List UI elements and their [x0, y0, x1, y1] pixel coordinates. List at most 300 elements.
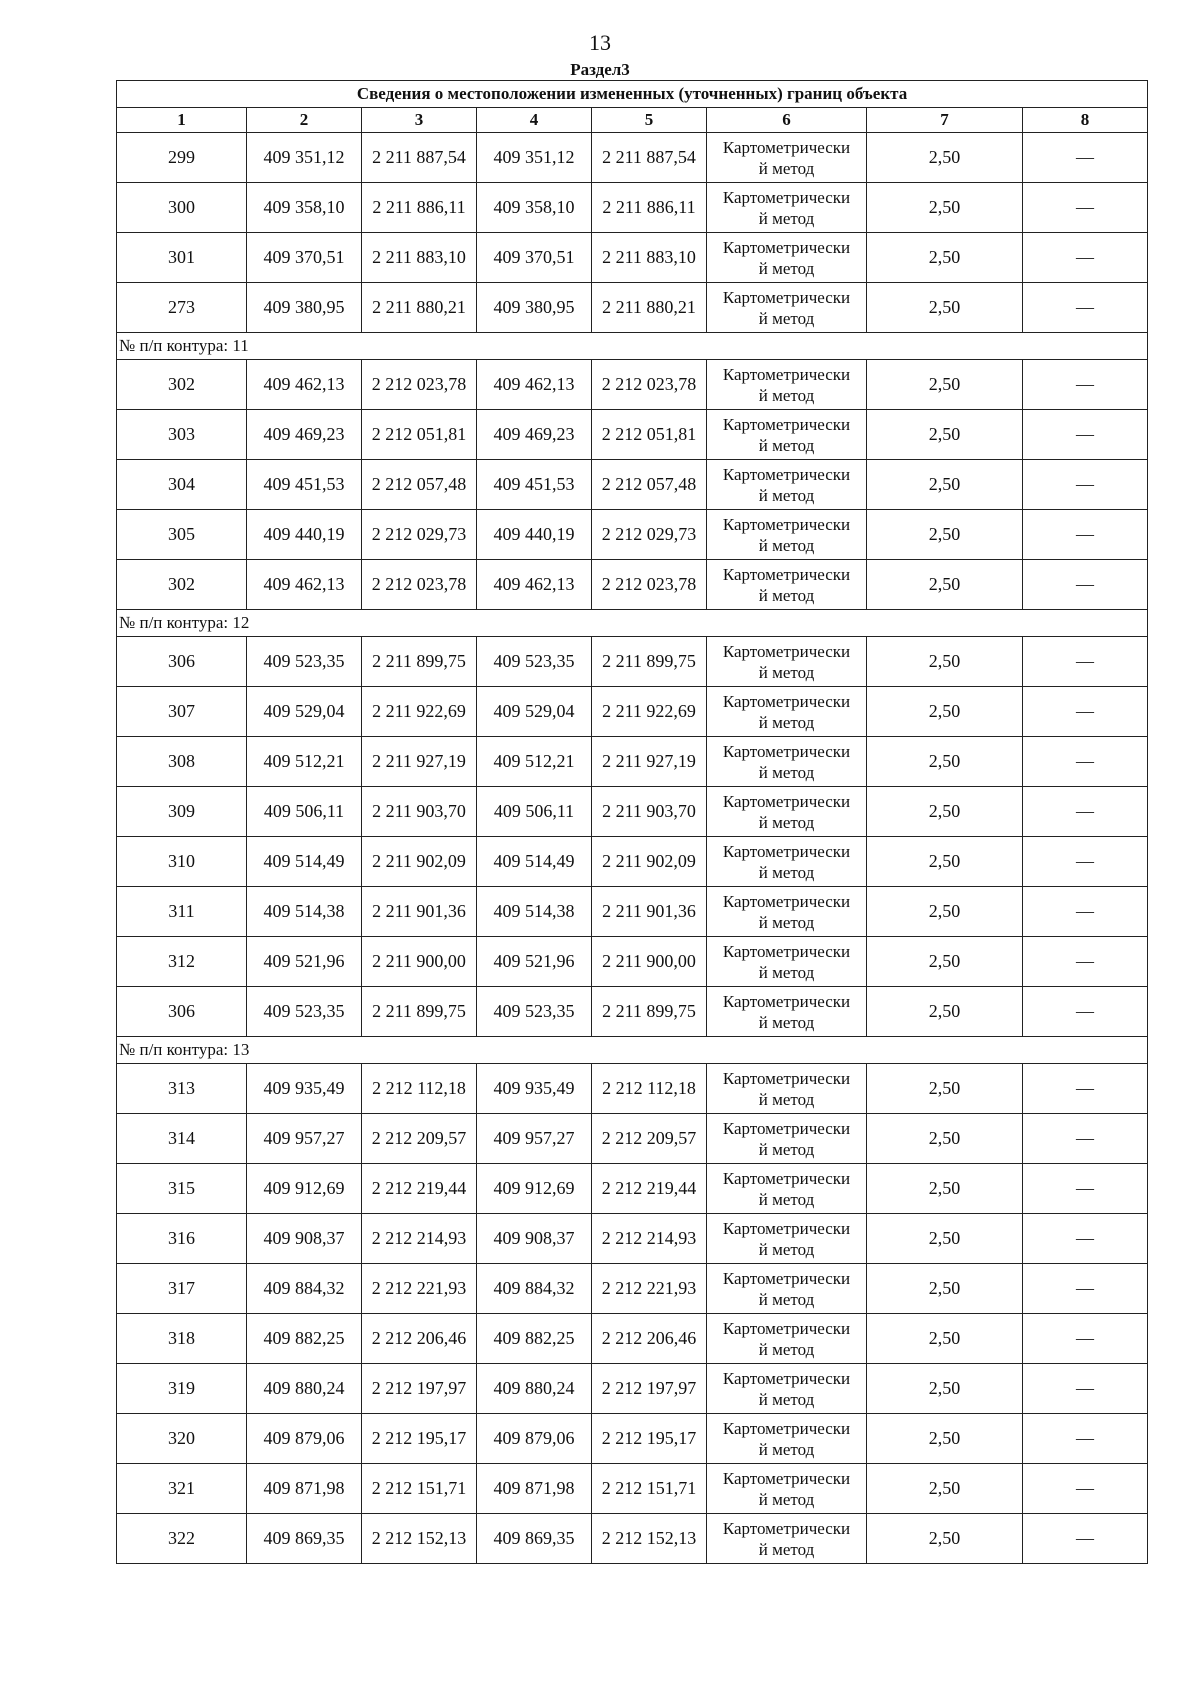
point-number-cell: 313 [117, 1064, 247, 1114]
y-existing-cell: 2 211 899,75 [362, 637, 477, 687]
point-number-cell: 304 [117, 460, 247, 510]
point-number-cell: 306 [117, 987, 247, 1037]
method-line: Картометрически [722, 1318, 851, 1338]
table-row [117, 837, 1148, 887]
table-row [117, 1114, 1148, 1164]
method-cell [707, 1064, 867, 1114]
method-cell [707, 737, 867, 787]
table-row [117, 133, 1148, 183]
x-refined-cell: 409 514,38 [477, 887, 592, 937]
method-line: й метод [758, 1489, 815, 1509]
method-line: Картометрически [722, 641, 851, 661]
x-existing-cell: 409 529,04 [247, 687, 362, 737]
method-line: й метод [758, 585, 815, 605]
description-cell: — [1023, 787, 1148, 837]
x-existing-cell: 409 879,06 [247, 1414, 362, 1464]
column-number: 8 [1023, 108, 1148, 133]
table-row [117, 360, 1148, 410]
description-cell: — [1023, 510, 1148, 560]
method-line: й метод [758, 385, 815, 405]
method-cell [707, 887, 867, 937]
y-refined-cell: 2 211 899,75 [592, 637, 707, 687]
point-number-cell: 310 [117, 837, 247, 887]
description-cell: — [1023, 687, 1148, 737]
description-cell: — [1023, 460, 1148, 510]
method-line: й метод [758, 912, 815, 932]
method-line: Картометрически [722, 1218, 851, 1238]
point-number-cell: 307 [117, 687, 247, 737]
method-cell [707, 1264, 867, 1314]
contour-label: № п/п контура: 12 [117, 610, 1148, 637]
y-existing-cell: 2 212 057,48 [362, 460, 477, 510]
y-existing-cell: 2 211 899,75 [362, 987, 477, 1037]
method-line: Картометрически [722, 1268, 851, 1288]
x-existing-cell: 409 908,37 [247, 1214, 362, 1264]
x-existing-cell: 409 523,35 [247, 637, 362, 687]
method-cell [707, 1164, 867, 1214]
method-line: Картометрически [722, 691, 851, 711]
contour-label: № п/п контура: 11 [117, 333, 1148, 360]
y-refined-cell: 2 211 927,19 [592, 737, 707, 787]
table-row [117, 410, 1148, 460]
method-line: Картометрически [722, 791, 851, 811]
table-row [117, 1464, 1148, 1514]
x-refined-cell: 409 912,69 [477, 1164, 592, 1214]
y-existing-cell: 2 211 887,54 [362, 133, 477, 183]
precision-cell: 2,50 [867, 1464, 1023, 1514]
method-line: Картометрически [722, 1118, 851, 1138]
x-refined-cell: 409 462,13 [477, 360, 592, 410]
table-caption: Сведения о местоположении измененных (уточненных) границ объекта [117, 81, 1148, 108]
method-line: й метод [758, 812, 815, 832]
table-row [117, 233, 1148, 283]
x-existing-cell: 409 512,21 [247, 737, 362, 787]
table-row [117, 1414, 1148, 1464]
x-existing-cell: 409 380,95 [247, 283, 362, 333]
x-existing-cell: 409 957,27 [247, 1114, 362, 1164]
method-line: й метод [758, 258, 815, 278]
method-line: й метод [758, 712, 815, 732]
x-existing-cell: 409 451,53 [247, 460, 362, 510]
method-line: й метод [758, 208, 815, 228]
description-cell: — [1023, 183, 1148, 233]
precision-cell: 2,50 [867, 687, 1023, 737]
point-number-cell: 305 [117, 510, 247, 560]
point-number-cell: 306 [117, 637, 247, 687]
y-refined-cell: 2 211 886,11 [592, 183, 707, 233]
y-existing-cell: 2 212 209,57 [362, 1114, 477, 1164]
precision-cell: 2,50 [867, 1264, 1023, 1314]
column-number: 7 [867, 108, 1023, 133]
y-existing-cell: 2 212 151,71 [362, 1464, 477, 1514]
table-row [117, 1264, 1148, 1314]
method-cell [707, 410, 867, 460]
x-refined-cell: 409 469,23 [477, 410, 592, 460]
x-refined-cell: 409 884,32 [477, 1264, 592, 1314]
method-cell [707, 1414, 867, 1464]
description-cell: — [1023, 410, 1148, 460]
method-line: й метод [758, 1239, 815, 1259]
method-cell [707, 1214, 867, 1264]
method-line: Картометрически [722, 287, 851, 307]
x-existing-cell: 409 869,35 [247, 1514, 362, 1564]
point-number-cell: 301 [117, 233, 247, 283]
description-cell: — [1023, 360, 1148, 410]
precision-cell: 2,50 [867, 133, 1023, 183]
method-cell [707, 1364, 867, 1414]
point-number-cell: 303 [117, 410, 247, 460]
precision-cell: 2,50 [867, 183, 1023, 233]
method-line: й метод [758, 435, 815, 455]
table-row [117, 560, 1148, 610]
y-existing-cell: 2 211 927,19 [362, 737, 477, 787]
method-cell [707, 937, 867, 987]
x-existing-cell: 409 462,13 [247, 360, 362, 410]
point-number-cell: 316 [117, 1214, 247, 1264]
description-cell: — [1023, 1364, 1148, 1414]
method-line: Картометрически [722, 237, 851, 257]
x-existing-cell: 409 514,38 [247, 887, 362, 937]
description-cell: — [1023, 560, 1148, 610]
y-refined-cell: 2 211 901,36 [592, 887, 707, 937]
method-cell [707, 987, 867, 1037]
x-refined-cell: 409 451,53 [477, 460, 592, 510]
x-existing-cell: 409 884,32 [247, 1264, 362, 1314]
method-cell [707, 787, 867, 837]
precision-cell: 2,50 [867, 510, 1023, 560]
point-number-cell: 273 [117, 283, 247, 333]
x-refined-cell: 409 882,25 [477, 1314, 592, 1364]
y-existing-cell: 2 212 197,97 [362, 1364, 477, 1414]
y-refined-cell: 2 211 880,21 [592, 283, 707, 333]
method-cell [707, 1314, 867, 1364]
description-cell: — [1023, 1264, 1148, 1314]
x-existing-cell: 409 523,35 [247, 987, 362, 1037]
x-refined-cell: 409 879,06 [477, 1414, 592, 1464]
x-existing-cell: 409 370,51 [247, 233, 362, 283]
table-row [117, 283, 1148, 333]
method-line: й метод [758, 535, 815, 555]
y-existing-cell: 2 211 902,09 [362, 837, 477, 887]
y-existing-cell: 2 212 112,18 [362, 1064, 477, 1114]
y-refined-cell: 2 212 152,13 [592, 1514, 707, 1564]
table-row [117, 1214, 1148, 1264]
method-line: й метод [758, 862, 815, 882]
y-existing-cell: 2 212 152,13 [362, 1514, 477, 1564]
point-number-cell: 300 [117, 183, 247, 233]
precision-cell: 2,50 [867, 1414, 1023, 1464]
point-number-cell: 299 [117, 133, 247, 183]
method-cell [707, 1514, 867, 1564]
x-existing-cell: 409 514,49 [247, 837, 362, 887]
method-cell [707, 233, 867, 283]
point-number-cell: 317 [117, 1264, 247, 1314]
point-number-cell: 314 [117, 1114, 247, 1164]
y-refined-cell: 2 212 023,78 [592, 560, 707, 610]
table-row [117, 1514, 1148, 1564]
y-existing-cell: 2 211 903,70 [362, 787, 477, 837]
x-existing-cell: 409 351,12 [247, 133, 362, 183]
description-cell: — [1023, 233, 1148, 283]
method-cell [707, 510, 867, 560]
x-existing-cell: 409 358,10 [247, 183, 362, 233]
column-number: 1 [117, 108, 247, 133]
x-refined-cell: 409 529,04 [477, 687, 592, 737]
y-refined-cell: 2 212 151,71 [592, 1464, 707, 1514]
y-refined-cell: 2 212 197,97 [592, 1364, 707, 1414]
method-line: й метод [758, 662, 815, 682]
x-existing-cell: 409 882,25 [247, 1314, 362, 1364]
description-cell: — [1023, 837, 1148, 887]
x-refined-cell: 409 908,37 [477, 1214, 592, 1264]
y-existing-cell: 2 211 901,36 [362, 887, 477, 937]
x-refined-cell: 409 957,27 [477, 1114, 592, 1164]
column-number-row [117, 108, 1148, 133]
x-existing-cell: 409 871,98 [247, 1464, 362, 1514]
point-number-cell: 309 [117, 787, 247, 837]
x-refined-cell: 409 521,96 [477, 937, 592, 987]
table-row [117, 937, 1148, 987]
point-number-cell: 315 [117, 1164, 247, 1214]
y-refined-cell: 2 212 206,46 [592, 1314, 707, 1364]
precision-cell: 2,50 [867, 737, 1023, 787]
x-refined-cell: 409 370,51 [477, 233, 592, 283]
method-line: Картометрически [722, 991, 851, 1011]
method-line: Картометрически [722, 1168, 851, 1188]
y-refined-cell: 2 212 209,57 [592, 1114, 707, 1164]
method-line: й метод [758, 1139, 815, 1159]
method-line: й метод [758, 308, 815, 328]
contour-label-row [117, 610, 1148, 637]
y-existing-cell: 2 211 880,21 [362, 283, 477, 333]
method-line: Картометрически [722, 514, 851, 534]
precision-cell: 2,50 [867, 360, 1023, 410]
method-line: Картометрически [722, 137, 851, 157]
precision-cell: 2,50 [867, 460, 1023, 510]
y-existing-cell: 2 212 023,78 [362, 360, 477, 410]
method-cell [707, 837, 867, 887]
description-cell: — [1023, 1214, 1148, 1264]
method-line: Картометрически [722, 414, 851, 434]
description-cell: — [1023, 637, 1148, 687]
x-refined-cell: 409 523,35 [477, 637, 592, 687]
y-refined-cell: 2 212 051,81 [592, 410, 707, 460]
y-refined-cell: 2 211 887,54 [592, 133, 707, 183]
column-number: 5 [592, 108, 707, 133]
x-refined-cell: 409 523,35 [477, 987, 592, 1037]
description-cell: — [1023, 1314, 1148, 1364]
coordinates-table [116, 80, 1148, 1564]
x-existing-cell: 409 521,96 [247, 937, 362, 987]
y-refined-cell: 2 212 221,93 [592, 1264, 707, 1314]
table-row [117, 787, 1148, 837]
precision-cell: 2,50 [867, 1514, 1023, 1564]
column-number: 6 [707, 108, 867, 133]
point-number-cell: 318 [117, 1314, 247, 1364]
description-cell: — [1023, 1114, 1148, 1164]
table-row [117, 183, 1148, 233]
method-cell [707, 687, 867, 737]
x-existing-cell: 409 935,49 [247, 1064, 362, 1114]
section-title: Раздел3 [570, 60, 630, 79]
method-line: Картометрически [722, 364, 851, 384]
description-cell: — [1023, 133, 1148, 183]
method-cell [707, 1464, 867, 1514]
table-row [117, 1314, 1148, 1364]
point-number-cell: 322 [117, 1514, 247, 1564]
y-existing-cell: 2 212 221,93 [362, 1264, 477, 1314]
description-cell: — [1023, 1064, 1148, 1114]
y-refined-cell: 2 211 903,70 [592, 787, 707, 837]
precision-cell: 2,50 [867, 787, 1023, 837]
method-line: Картометрически [722, 1518, 851, 1538]
y-refined-cell: 2 212 057,48 [592, 460, 707, 510]
description-cell: — [1023, 1164, 1148, 1214]
y-refined-cell: 2 212 023,78 [592, 360, 707, 410]
y-existing-cell: 2 212 195,17 [362, 1414, 477, 1464]
y-refined-cell: 2 211 899,75 [592, 987, 707, 1037]
point-number-cell: 320 [117, 1414, 247, 1464]
method-line: й метод [758, 1389, 815, 1409]
x-refined-cell: 409 462,13 [477, 560, 592, 610]
y-refined-cell: 2 211 900,00 [592, 937, 707, 987]
point-number-cell: 312 [117, 937, 247, 987]
column-number: 4 [477, 108, 592, 133]
method-cell [707, 360, 867, 410]
description-cell: — [1023, 1464, 1148, 1514]
method-line: й метод [758, 158, 815, 178]
method-cell [707, 560, 867, 610]
point-number-cell: 319 [117, 1364, 247, 1414]
method-line: Картометрически [722, 187, 851, 207]
table-body [117, 133, 1148, 1564]
method-cell [707, 460, 867, 510]
y-existing-cell: 2 211 900,00 [362, 937, 477, 987]
method-line: Картометрически [722, 741, 851, 761]
x-refined-cell: 409 514,49 [477, 837, 592, 887]
point-number-cell: 302 [117, 560, 247, 610]
method-line: й метод [758, 1289, 815, 1309]
x-refined-cell: 409 440,19 [477, 510, 592, 560]
method-cell [707, 183, 867, 233]
method-line: й метод [758, 485, 815, 505]
method-line: Картометрически [722, 464, 851, 484]
table-row [117, 460, 1148, 510]
y-refined-cell: 2 212 219,44 [592, 1164, 707, 1214]
description-cell: — [1023, 937, 1148, 987]
contour-label: № п/п контура: 13 [117, 1037, 1148, 1064]
precision-cell: 2,50 [867, 1314, 1023, 1364]
table-row [117, 637, 1148, 687]
table-row [117, 737, 1148, 787]
precision-cell: 2,50 [867, 283, 1023, 333]
table-row [117, 687, 1148, 737]
x-refined-cell: 409 869,35 [477, 1514, 592, 1564]
method-line: Картометрически [722, 1468, 851, 1488]
precision-cell: 2,50 [867, 637, 1023, 687]
precision-cell: 2,50 [867, 1364, 1023, 1414]
table-row [117, 1364, 1148, 1414]
description-cell: — [1023, 987, 1148, 1037]
x-refined-cell: 409 871,98 [477, 1464, 592, 1514]
y-refined-cell: 2 212 214,93 [592, 1214, 707, 1264]
precision-cell: 2,50 [867, 1164, 1023, 1214]
precision-cell: 2,50 [867, 1114, 1023, 1164]
y-refined-cell: 2 212 029,73 [592, 510, 707, 560]
point-number-cell: 321 [117, 1464, 247, 1514]
table-row [117, 1164, 1148, 1214]
y-existing-cell: 2 211 886,11 [362, 183, 477, 233]
method-cell [707, 1114, 867, 1164]
method-line: й метод [758, 1089, 815, 1109]
x-existing-cell: 409 912,69 [247, 1164, 362, 1214]
precision-cell: 2,50 [867, 1214, 1023, 1264]
precision-cell: 2,50 [867, 1064, 1023, 1114]
method-line: й метод [758, 1189, 815, 1209]
x-refined-cell: 409 380,95 [477, 283, 592, 333]
x-refined-cell: 409 880,24 [477, 1364, 592, 1414]
x-existing-cell: 409 462,13 [247, 560, 362, 610]
method-line: й метод [758, 1439, 815, 1459]
x-existing-cell: 409 469,23 [247, 410, 362, 460]
method-line: Картометрически [722, 841, 851, 861]
x-refined-cell: 409 506,11 [477, 787, 592, 837]
method-line: й метод [758, 762, 815, 782]
precision-cell: 2,50 [867, 560, 1023, 610]
y-existing-cell: 2 212 206,46 [362, 1314, 477, 1364]
method-line: Картометрически [722, 891, 851, 911]
y-refined-cell: 2 212 195,17 [592, 1414, 707, 1464]
x-refined-cell: 409 358,10 [477, 183, 592, 233]
contour-label-row [117, 333, 1148, 360]
description-cell: — [1023, 1514, 1148, 1564]
y-existing-cell: 2 212 029,73 [362, 510, 477, 560]
y-refined-cell: 2 211 902,09 [592, 837, 707, 887]
table-row [117, 887, 1148, 937]
precision-cell: 2,50 [867, 937, 1023, 987]
precision-cell: 2,50 [867, 233, 1023, 283]
precision-cell: 2,50 [867, 887, 1023, 937]
method-line: Картометрически [722, 941, 851, 961]
description-cell: — [1023, 887, 1148, 937]
method-line: Картометрически [722, 1418, 851, 1438]
y-existing-cell: 2 212 214,93 [362, 1214, 477, 1264]
page-number: 13 [589, 30, 611, 55]
precision-cell: 2,50 [867, 837, 1023, 887]
y-existing-cell: 2 212 023,78 [362, 560, 477, 610]
method-line: й метод [758, 1012, 815, 1032]
y-existing-cell: 2 211 883,10 [362, 233, 477, 283]
point-number-cell: 308 [117, 737, 247, 787]
table-row [117, 1064, 1148, 1114]
description-cell: — [1023, 283, 1148, 333]
precision-cell: 2,50 [867, 410, 1023, 460]
x-refined-cell: 409 935,49 [477, 1064, 592, 1114]
method-cell [707, 637, 867, 687]
contour-label-row [117, 1037, 1148, 1064]
x-existing-cell: 409 440,19 [247, 510, 362, 560]
precision-cell: 2,50 [867, 987, 1023, 1037]
point-number-cell: 311 [117, 887, 247, 937]
method-line: й метод [758, 962, 815, 982]
method-line: й метод [758, 1339, 815, 1359]
method-line: Картометрически [722, 1368, 851, 1388]
method-cell [707, 283, 867, 333]
y-existing-cell: 2 212 051,81 [362, 410, 477, 460]
table-row [117, 987, 1148, 1037]
method-line: Картометрически [722, 564, 851, 584]
y-refined-cell: 2 212 112,18 [592, 1064, 707, 1114]
